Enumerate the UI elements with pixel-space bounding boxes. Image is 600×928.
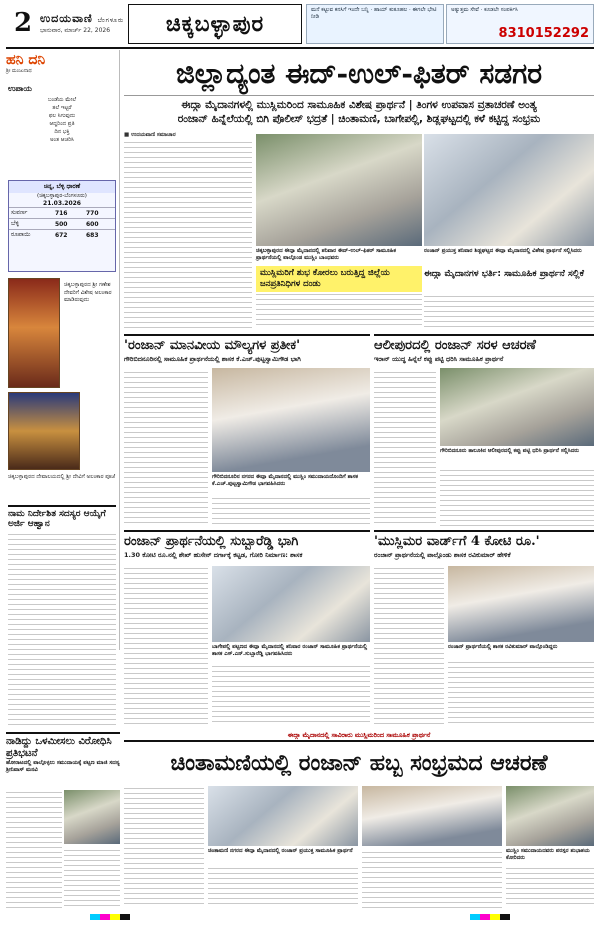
deity-photo-2 bbox=[8, 392, 80, 470]
rate-row bbox=[9, 219, 115, 230]
rate-name: ರೂಪಾಯಿ bbox=[9, 230, 53, 241]
article1-headline: 'ರಂಜಾನ್ ಮಾನವೀಯ ಮೌಲ್ಯಗಳ ಪ್ರತೀಕ' bbox=[124, 334, 370, 354]
photo-chintamani-1 bbox=[208, 786, 358, 846]
rate-name: ಬೆಳ್ಳಿ bbox=[9, 219, 53, 230]
article3-subhead: 1.30 ಕೋಟಿ ರೂ.ನಲ್ಲಿ ಶೇಖ್ ಹುಸೇನ್ ದರ್ಗಾಕ್ಕೆ ಕಟ್ಟಡ, ಗೋರಿ ನಿರ್ಮಾಣ: ಶಾಸಕ bbox=[124, 551, 303, 559]
photo-eidgah-chikkaballapur bbox=[256, 134, 422, 246]
article1-body bbox=[124, 370, 208, 526]
rates-box: ಚಿನ್ನ, ಬೆಳ್ಳಿ ಧಾರಣೆ (ಚಿಕ್ಕಬಳ್ಳಾಪುರ-ಬೆಂಗಳೂರು) 21.03.2026 ಸುವರ್ಣ 716 770 ಬೆಳ್ಳಿ 500 600 ರೂಪಾಯಿ 672 683 bbox=[8, 180, 116, 272]
article1-caption: ಗೌರಿಬಿದನೂರಿನ ನಗರದ ಈದ್ಗಾ ಮೈದಾನದಲ್ಲಿ ಮುಸ್ಲಿಂ ಸಮುದಾಯದೊಂದಿಗೆ ಶಾಸಕ ಕೆ.ಎಚ್.ಪುಟ್ಟಸ್ವಾಮಿಗೌಡ ಭಾಗವಹಿಸಿದರು bbox=[212, 474, 359, 487]
yellow-box-body bbox=[256, 292, 422, 328]
bottom-caption2: ಮುಸ್ಲಿಂ ಸಮುದಾಯದವರು ಪರಸ್ಪರ ಶುಭಾಶಯ ಕೋರಿದರು bbox=[506, 848, 590, 861]
bottom-caption1: ಚಿಂತಾಮಣಿ ನಗರದ ಈದ್ಗಾ ಮೈದಾನದಲ್ಲಿ ರಂಜಾನ್ ಪ್ರಯುಕ್ತ ಸಾಮೂಹಿಕ ಪ್ರಾರ್ಥನೆ bbox=[208, 848, 353, 854]
yellow-highlight-box: ಮುಸ್ಲಿಮರಿಗೆ ಶುಭ ಕೋರಲು ಬರುತ್ತಿದ್ದ ಜಿಲ್ಲೆಯ ಜನಪ್ರತಿನಿಧಿಗಳ ದಂಡು bbox=[256, 266, 422, 292]
upaya-lines bbox=[8, 96, 116, 144]
photo-eidgah-sidlaghatta bbox=[424, 134, 594, 246]
photo-alipura bbox=[440, 368, 594, 446]
rate-value: 770 bbox=[84, 208, 115, 219]
rate-row bbox=[9, 208, 115, 219]
rate-value: 600 bbox=[84, 219, 115, 230]
upaya-line: ತಲೆ ಇಟ್ಟರೆ bbox=[52, 105, 72, 111]
story-body-col1b bbox=[124, 300, 252, 330]
deity-photo bbox=[8, 278, 60, 388]
article4-subhead: ರಂಜಾನ್ ಪ್ರಾರ್ಥನೆಯಲ್ಲಿ ಪಾಲ್ಗೊಂಡು ಶಾಸಕ ರವಿಕುಮಾರ್ ಹೇಳಿಕೆ bbox=[374, 551, 511, 559]
mid-head: ಈದ್ಗಾ ಮೈದಾನಗಳ ಭರ್ತಿ: ಸಾಮೂಹಿಕ ಪ್ರಾರ್ಥನೆ ಸಲ್ಲಿಕೆ bbox=[424, 269, 585, 279]
mid-body bbox=[424, 294, 594, 330]
article2-body2 bbox=[440, 468, 594, 526]
date-line: ಭಾನುವಾರ, ಮಾರ್ಚ್ 22, 2026 bbox=[40, 27, 111, 34]
advertisement-phone: ಅತ್ಯುತ್ತಮ ಸೇವೆ · ಕೂಡಲೇ ಸಂಪರ್ಕಿಸಿ 8310152292 bbox=[446, 4, 594, 44]
photo1-caption: ಚಿಕ್ಕಬಳ್ಳಾಪುರದ ಈದ್ಗಾ ಮೈದಾನದಲ್ಲಿ ಶನಿವಾರ ಈದ್-ಉಲ್-ಫಿತರ್ ಸಾಮೂಹಿಕ ಪ್ರಾರ್ಥನೆಯಲ್ಲಿ ಪಾಲ್ಗೊಂಡ ಮುಸ್ಲಿಂ ಬಾಂಧವರು bbox=[256, 248, 396, 261]
rate-row bbox=[9, 230, 115, 241]
photo-ravikumar bbox=[448, 566, 594, 642]
header-rule bbox=[6, 47, 594, 49]
rate-name: ಸುವರ್ಣ bbox=[9, 208, 53, 219]
rate-value: 716 bbox=[53, 208, 84, 219]
bottom-left-body bbox=[6, 790, 62, 908]
masthead: ಚಿಕ್ಕಬಳ್ಳಾಪುರ bbox=[128, 4, 302, 44]
deity-caption: ಚಿಕ್ಕಬಳ್ಳಾಪುರದ ಶ್ರೀ ಗಣೇಶ ದೇವರಿಗೆ ವಿಶೇಷ ಅಲಂಕಾರ ಮಾಡಿರುವುದು bbox=[64, 282, 112, 303]
bottom-body-col3 bbox=[362, 850, 502, 908]
upaya-line: ದಿನ ಭಕ್ತಿ bbox=[54, 129, 70, 135]
bottom-body-col2 bbox=[208, 866, 358, 908]
paper-name: ಉದಯವಾಣಿ ಬೆಂಗಳೂರು bbox=[40, 12, 125, 25]
article3-body2 bbox=[212, 664, 370, 726]
article3-caption: ಬಾಗೇಪಲ್ಲಿ ಪಟ್ಟಣದ ಈದ್ಗಾ ಮೈದಾನದಲ್ಲಿ ಶನಿವಾರ ರಂಜಾನ್ ಸಾಮೂಹಿಕ ಪ್ರಾರ್ಥನೆಯಲ್ಲಿ ಶಾಸಕ ಎಸ್.ಎನ್.ಸುಬ್ಬಾರೆಡ್ಡಿ ಭಾಗವಹಿಸಿದರು bbox=[212, 644, 368, 657]
rate-value: 500 bbox=[53, 219, 84, 230]
rate-value: 683 bbox=[84, 230, 115, 241]
rates-table bbox=[9, 207, 115, 240]
deity2-caption: ಚಿಕ್ಕಬಳ್ಳಾಪುರದ ದೇವಾಲಯದಲ್ಲಿ ಶ್ರೀ ದೇವಿಗೆ ಅಲಂಕಾರ ಪೂಜೆ bbox=[8, 474, 116, 480]
article2-caption: ಗೌರಿಬಿದನೂರು ತಾಲೂಕಿನ ಆಲೀಪುರದಲ್ಲಿ ಕಪ್ಪು ಪಟ್ಟಿ ಧರಿಸಿ ಪ್ರಾರ್ಥನೆ ಸಲ್ಲಿಸಿದರು bbox=[440, 448, 580, 454]
page-number: 2 bbox=[14, 8, 33, 38]
bottom-left-headline: ನಾಡಿದ್ದು ಒಳಮೀಸಲು ವಿರೋಧಿಸಿ ಪ್ರತಿಭಟನೆ bbox=[6, 732, 120, 760]
main-subhead: ಈದ್ಗಾ ಮೈದಾನಗಳಲ್ಲಿ ಮುಸ್ಲಿಮರಿಂದ ಸಾಮೂಹಿಕ ವಿಶೇಷ ಪ್ರಾರ್ಥನೆ | ತಿಂಗಳ ಉಪವಾಸ ವ್ರತಾಚರಣೆ ಅಂತ್ಯ ರಂಜಾನ್ ಹಿನ್ನೆಲೆಯಲ್ಲಿ ಬಿಗಿ ಪೊಲೀಸ್ ಭದ್ರತೆ | ಚಿಂತಾಮಣಿ, ಬಾಗೇಪಲ್ಲಿ, ಶಿಡ್ಲಘಟ್ಟದಲ್ಲಿ ಕಳೆ ಕಟ್ಟಿದ್ದ ಸಂಭ್ರಮ bbox=[177, 99, 541, 125]
sidebar-article-head: ನಾಮ ನಿರ್ದೇಶಿತ ಸದಸ್ಯರ ಆಯ್ಕೆಗೆ ಅರ್ಜಿ ಆಹ್ವಾನ bbox=[8, 505, 116, 529]
article1-subhead: ಗೌರಿಬಿದನೂರಿನಲ್ಲಿ ಸಾಮೂಹಿಕ ಪ್ರಾರ್ಥನೆಯಲ್ಲಿ ಶಾಸಕ ಕೆ.ಎಚ್.ಪುಟ್ಟಸ್ವಾಮಿಗೌಡ ಭಾಗಿ bbox=[124, 355, 301, 363]
sidebar-article-body bbox=[8, 532, 116, 728]
story-body-col1 bbox=[124, 140, 252, 300]
registration-mark bbox=[90, 914, 130, 920]
bottom-body-col4 bbox=[506, 866, 594, 908]
bottom-kicker: ಈದ್ಗಾ ಮೈದಾನದಲ್ಲಿ ಸಾವಿರಾರು ಮುಸ್ಲಿಮರಿಂದ ಸಾಮೂಹಿಕ ಪ್ರಾರ್ಥನೆ bbox=[287, 731, 431, 739]
photo-chintamani-3 bbox=[506, 786, 594, 846]
bottom-left-subhead: ಹೋರಾಟದಲ್ಲಿ ಪಾಲ್ಗೊಳ್ಳಲು ಸಮುದಾಯಕ್ಕೆ ಪಟ್ಟಣ ಮಾಜಿ ಸದಸ್ಯ ಶ್ರೀನಿವಾಸ್ ಮನವಿ bbox=[6, 760, 120, 773]
rate-value: 672 bbox=[53, 230, 84, 241]
photo-chintamani-2 bbox=[362, 786, 502, 846]
bottom-body-col1 bbox=[124, 786, 204, 908]
article2-headline: ಆಲೀಪುರದಲ್ಲಿ ರಂಜಾನ್ ಸರಳ ಆಚರಣೆ bbox=[374, 334, 594, 354]
article4-body bbox=[374, 566, 444, 726]
article4-caption: ರಂಜಾನ್ ಪ್ರಾರ್ಥನೆಯಲ್ಲಿ ಶಾಸಕ ರವಿಕುಮಾರ್ ಪಾಲ್ಗೊಂಡಿದ್ದರು bbox=[448, 644, 558, 650]
main-banner: ಜಿಲ್ಲಾದ್ಯಂತ ಈದ್-ಉಲ್-ಫಿತರ್ ಸಡಗರ bbox=[124, 52, 594, 96]
article3-body bbox=[124, 566, 208, 726]
upaya-line: ಫಲ ಸಿಗುವುದು bbox=[48, 113, 76, 119]
photo2-caption: ರಂಜಾನ್ ಪ್ರಯುಕ್ತ ಶನಿವಾರ ಶಿಡ್ಲಘಟ್ಟದ ಈದ್ಗಾ ಮೈದಾನದಲ್ಲಿ ವಿಶೇಷ ಪ್ರಾರ್ಥನೆ ಸಲ್ಲಿಸಿದರು bbox=[424, 248, 582, 254]
registration-mark bbox=[470, 914, 510, 920]
photo-protest-meeting bbox=[64, 790, 120, 844]
article4-body2 bbox=[448, 660, 594, 726]
upaya-line: ಅಂತ ಆಚರಿಸಿ bbox=[50, 137, 74, 143]
bottom-banner: ಚಿಂತಾಮಣಿಯಲ್ಲಿ ರಂಜಾನ್ ಹಬ್ಬ ಸಂಭ್ರಮದ ಆಚರಣೆ bbox=[124, 740, 594, 782]
article1-body2 bbox=[212, 496, 370, 526]
photo-bagepalli bbox=[212, 566, 370, 642]
article3-headline: ರಂಜಾನ್ ಪ್ರಾರ್ಥನೆಯಲ್ಲಿ ಸುಬ್ಬಾರೆಡ್ಡಿ ಭಾಗಿ bbox=[124, 530, 370, 550]
bottom-left-body2 bbox=[64, 848, 120, 908]
photo-gauribidanur bbox=[212, 368, 370, 472]
article2-body bbox=[374, 370, 436, 526]
upaya-line: ಬಂಡೆಯ ಮೇಲೆ bbox=[47, 97, 77, 103]
upaya-box: ಉಪಾಯ ಬಂಡೆಯ ಮೇಲೆ ತಲೆ ಇಟ್ಟರೆ ಫಲ ಸಿಗುವುದು ಆದ್ದರಿಂದ ಪ್ರತಿ ದಿನ ಭಕ್ತಿ ಅಂತ ಆಚರಿಸಿ bbox=[8, 82, 116, 144]
byline: ■ ಉದಯವಾಣಿ ಸಮಾಚಾರ bbox=[124, 132, 176, 138]
sidebar-logo: ಹನಿ ದನಿ ಶ್ರೀ ಮಂಜುನಾಥ bbox=[6, 52, 46, 74]
advertisement: ಮನೆ ಕಟ್ಟುವ ಕನಸಿಗೆ ಇಂದೇ ಬನ್ನಿ · ಹಾಯ್ ಕುತೂಹಲ · ಈಗಲೇ ಭೇಟಿ ನೀಡಿ bbox=[306, 4, 444, 44]
article2-subhead: ಇರಾನ್ ಯುದ್ಧ ಹಿನ್ನೆಲೆ ಕಪ್ಪು ಪಟ್ಟಿ ಧರಿಸಿ ಸಾಮೂಹಿಕ ಪ್ರಾರ್ಥನೆ bbox=[374, 355, 504, 363]
upaya-line: ಆದ್ದರಿಂದ ಪ್ರತಿ bbox=[49, 121, 75, 127]
article4-headline: 'ಮುಸ್ಲಿಮರ ವಾರ್ಡ್‌ಗೆ 4 ಕೋಟಿ ರೂ.' bbox=[374, 530, 594, 550]
